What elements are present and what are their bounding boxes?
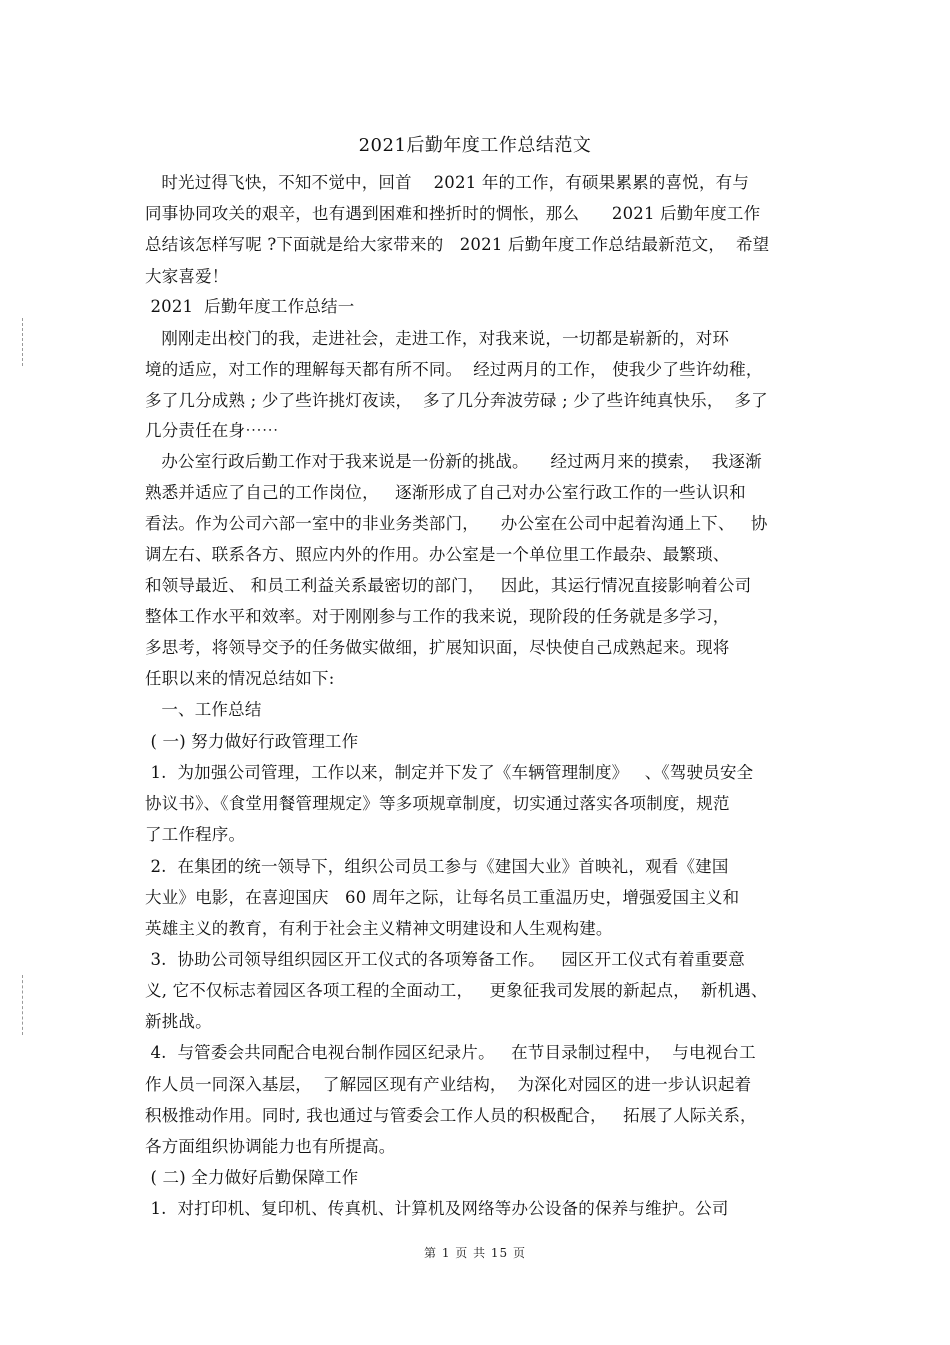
body-line: 整体工作水平和效率。对于刚刚参与工作的我来说，现阶段的任务就是多学习， [145,607,730,626]
body-line: 3. 协助公司领导组织园区开工仪式的各项筹备工作。 园区开工仪式有着重要意 [145,950,745,969]
body-line: 几分责任在身⋯⋯ [145,421,279,440]
body-line: 时光过得飞快，不知不觉中，回首 2021 年的工作，有硕果累累的喜悦，有与 [145,173,750,192]
body-line: 1. 为加强公司管理，工作以来，制定并下发了《车辆管理制度》 、《驾驶员安全 [145,763,754,782]
body-line: 积极推动作用。同时, 我也通过与管委会工作人员的积极配合， 拓展了人际关系， [145,1106,757,1125]
body-line: 同事协同攻关的艰辛，也有遇到困难和挫折时的惆怅，那么 2021 后勤年度工作 [145,204,761,223]
body-line: 看法。作为公司六部一室中的非业务类部门， 办公室在公司中起着沟通上下、 协 [145,514,768,533]
binding-marks-lower [22,975,25,1035]
body-line: 和领导最近、 和员工利益关系最密切的部门， 因此，其运行情况直接影响着公司 [145,576,752,595]
body-line: 义, 它不仅标志着园区各项工程的全面动工， 更象征我司发展的新起点， 新机遇、 [145,981,768,1000]
body-line: 了工作程序。 [145,825,246,844]
body-line: 英雄主义的教育，有利于社会主义精神文明建设和人生观构建。 [145,919,613,938]
body-line: 大业》电影，在喜迎国庆 60 周年之际，让每名员工重温历史，增强爱国主义和 [145,888,740,907]
body-line: 熟悉并适应了自己的工作岗位， 逐渐形成了自己对办公室行政工作的一些认识和 [145,483,746,502]
body-line: 新挑战。 [145,1012,212,1031]
body-line: ( 一) 努力做好行政管理工作 [145,732,359,751]
body-line: 1. 对打印机、复印机、传真机、计算机及网络等办公设备的保养与维护。公司 [145,1199,729,1218]
body-line: 总结该怎样写呢 ?下面就是给大家带来的 2021 后勤年度工作总结最新范文， 希望 [145,235,770,254]
body-line: 4. 与管委会共同配合电视台制作园区纪录片。 在节目录制过程中， 与电视台工 [145,1043,756,1062]
body-line: ( 二) 全力做好后勤保障工作 [145,1168,359,1187]
body-line: 任职以来的情况总结如下: [145,669,335,688]
body-line: 作人员一同深入基层， 了解园区现有产业结构， 为深化对园区的进一步认识起着 [145,1075,752,1094]
body-line: 多思考，将领导交予的任务做实做细，扩展知识面，尽快使自己成熟起来。现将 [145,638,730,657]
body-line: 大家喜爱！ [145,267,229,286]
binding-marks-upper [22,318,25,366]
body-line: 多了几分成熟 ; 少了些许挑灯夜读， 多了几分奔波劳碌 ; 少了些许纯真快乐， 多了 [145,391,768,410]
body-line: 境的适应，对工作的理解每天都有所不同。 经过两月的工作， 使我少了些许幼稚， [145,360,763,379]
body-line: 协议书》、《食堂用餐管理规定》等多项规章制度，切实通过落实各项制度，规范 [145,794,730,813]
body-line: 刚刚走出校门的我，走进社会，走进工作，对我来说，一切都是崭新的，对环 [145,329,730,348]
body-line: 一、工作总结 [145,700,262,719]
body-line: 调左右、联系各方、照应内外的作用。办公室是一个单位里工作最杂、最繁琐、 [145,545,730,564]
document-title: 2021后勤年度工作总结范文 [358,135,592,156]
body-line: 各方面组织协调能力也有所提高。 [145,1137,396,1156]
page-footer: 第 1 页 共 15 页 [424,1246,526,1260]
body-line: 2. 在集团的统一领导下，组织公司员工参与《建国大业》首映礼，观看《建国 [145,857,729,876]
body-line: 2021 后勤年度工作总结一 [145,297,355,316]
body-line: 办公室行政后勤工作对于我来说是一份新的挑战。 经过两月来的摸索， 我逐渐 [145,452,762,471]
